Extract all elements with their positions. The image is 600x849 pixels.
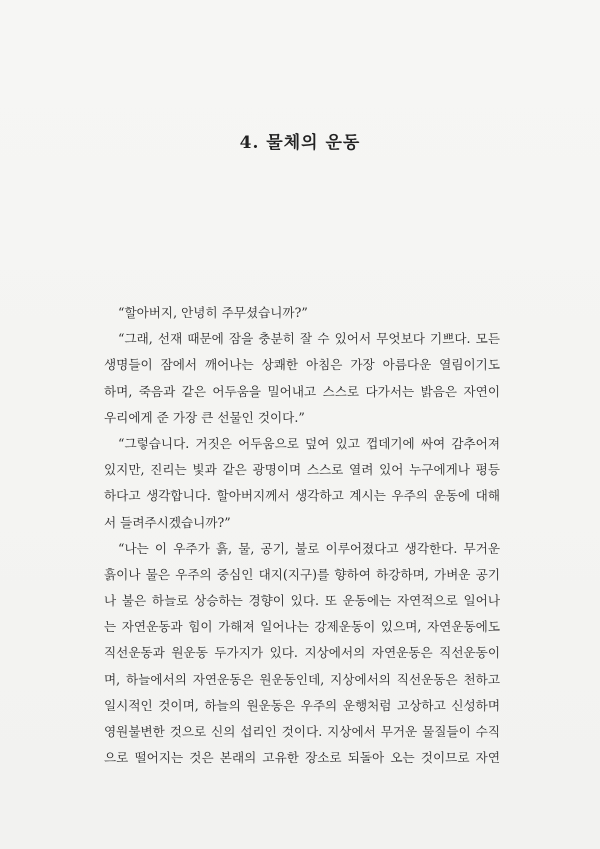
paragraph (104, 300, 500, 326)
text-line: “그렇습니다. 거짓은 어두움으로 덮여 있고 껍데기에 싸여 감추어져 (118, 435, 500, 451)
paragraph (104, 536, 500, 772)
text-line: 으로 떨어지는 것은 본래의 고유한 장소로 되돌아 오는 것이므로 자연 (104, 750, 500, 766)
text-line: 있지만, 진리는 빛과 같은 광명이며 스스로 열려 있어 누구에게나 평등 (104, 462, 500, 478)
text-line: 며, 하늘에서의 자연운동은 원운동인데, 지상에서의 직선운동은 천하고 (104, 671, 500, 687)
paragraph (104, 431, 500, 536)
text-line: 하며, 죽음과 같은 어두움을 밀어내고 스스로 다가서는 밝음은 자연이 (104, 383, 500, 399)
text-line: 영원불변한 것으로 신의 섭리인 것이다. 지상에서 무거운 물질들이 수직 (104, 724, 500, 739)
paragraph (104, 326, 500, 431)
text-line: “나는 이 우주가 흙, 물, 공기, 불로 이루어졌다고 생각한다. 무거운 (118, 540, 500, 556)
body-text (104, 300, 500, 771)
text-line: 흙이나 물은 우주의 중심인 대지(지구)를 향하여 하강하며, 가벼운 공기 (104, 566, 500, 582)
text-line: 우리에게 준 가장 큰 선물인 것이다.” (104, 409, 305, 425)
text-line: 생명들이 잠에서 깨어나는 상쾌한 아침은 가장 아름다운 열림이기도 (104, 357, 500, 373)
text-line: “그래, 선재 때문에 잠을 충분히 잘 수 있어서 무엇보다 기쁘다. 모든 (118, 331, 500, 347)
text-line: 는 자연운동과 힘이 가해져 일어나는 강제운동이 있으며, 자연운동에도 (104, 619, 500, 635)
text-line: 직선운동과 원운동 두가지가 있다. 지상에서의 자연운동은 직선운동이 (104, 645, 500, 661)
text-line: 하다고 생각합니다. 할아버지께서 생각하고 계시는 우주의 운동에 대해 (104, 488, 500, 504)
text-line: 서 들려주시겠습니까?” (104, 514, 231, 530)
text-line: 일시적인 것이며, 하늘의 원운동은 우주의 운행처럼 고상하고 신성하며 (104, 697, 500, 713)
text-line: 나 불은 하늘로 상승하는 경향이 있다. 또 운동에는 자연적으로 일어나 (104, 593, 500, 609)
chapter-title: 4. 물체의 운동 (239, 133, 361, 153)
text-line: “할아버지, 안녕히 주무셨습니까?” (118, 305, 308, 320)
